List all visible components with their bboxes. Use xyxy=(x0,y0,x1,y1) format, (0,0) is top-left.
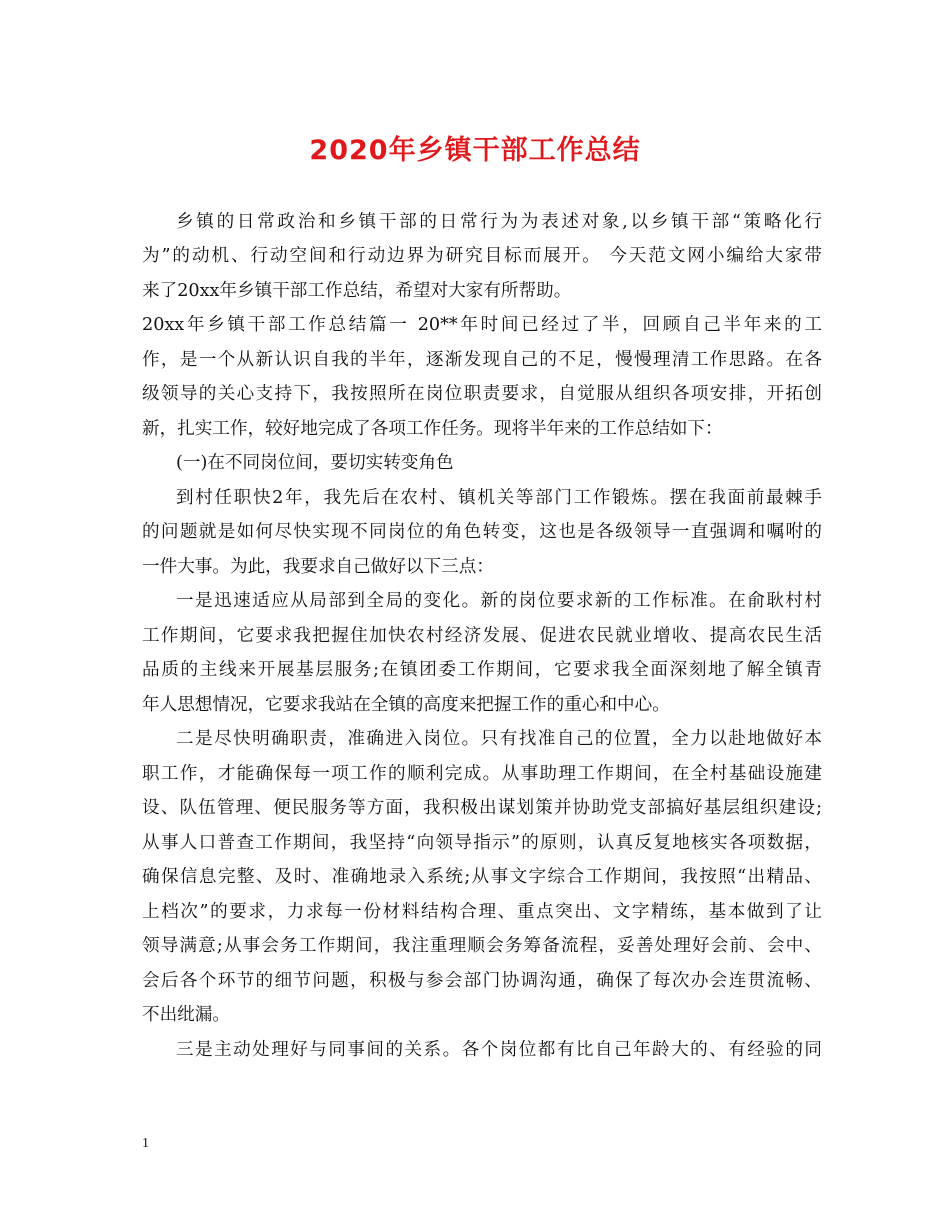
text-line: 级领导的关心支持下，我按照所在岗位职责要求，自觉服从组织各项安排，开拓创 xyxy=(142,384,822,404)
text-line: 一是迅速适应从局部到全局的变化。新的岗位要求新的工作标准。在俞耿村村 xyxy=(176,591,822,611)
text-line: 职工作，才能确保每一项工作的顺利完成。从事助理工作期间，在全村基础设施建 xyxy=(142,764,822,784)
text-line: 品质的主线来开展基层服务;在镇团委工作期间，它要求我全面深刻地了解全镇青 xyxy=(142,660,822,680)
text-line: 工作期间，它要求我把握住加快农村经济发展、促进农民就业增收、提高农民生活 xyxy=(142,626,822,646)
text-line: 年人思想情况，它要求我站在全镇的高度来把握工作的重心和中心。 xyxy=(142,695,670,715)
section-heading: (一)在不同岗位间，要切实转变角色 xyxy=(176,453,454,473)
text-line: 作，是一个从新认识自我的半年，逐渐发现自己的不足，慢慢理清工作思路。在各 xyxy=(142,350,822,370)
page-number: 1 xyxy=(142,1136,149,1151)
text-line: 确保信息完整、及时、准确地录入系统;从事文字综合工作期间，我按照“出精品、 xyxy=(142,867,822,887)
text-line: 一件大事。为此，我要求自己做好以下三点： xyxy=(142,557,494,577)
text-line: 不出纰漏。 xyxy=(142,1005,230,1025)
text-line: 到村任职快2年，我先后在农村、镇机关等部门工作锻炼。摆在我面前最棘手 xyxy=(176,488,822,508)
text-line: 从事人口普查工作期间，我坚持“向领导指示”的原则，认真反复地核实各项数据， xyxy=(142,833,822,853)
text-line: 设、队伍管理、便民服务等方面，我积极出谋划策并协助党支部搞好基层组织建设; xyxy=(142,798,822,818)
text-line: 乡镇的日常政治和乡镇干部的日常行为为表述对象,以乡镇干部“策略化行 xyxy=(176,212,822,232)
text-line: 20xx年乡镇干部工作总结篇一 20**年时间已经过了半，回顾自己半年来的工 xyxy=(142,315,822,335)
text-line: 的问题就是如何尽快实现不同岗位的角色转变，这也是各级领导一直强调和嘱咐的 xyxy=(142,522,822,542)
text-line: 上档次”的要求，力求每一份材料结构合理、重点突出、文字精练，基本做到了让 xyxy=(142,902,822,922)
text-line: 为”的动机、行动空间和行动边界为研究目标而展开。 今天范文网小编给大家带 xyxy=(142,246,822,266)
text-line: 二是尽快明确职责，准确进入岗位。只有找准自己的位置，全力以赴地做好本 xyxy=(176,729,822,749)
text-line: 三是主动处理好与同事间的关系。各个岗位都有比自己年龄大的、有经验的同 xyxy=(176,1040,822,1060)
text-line: 领导满意;从事会务工作期间，我注重理顺会务筹备流程，妥善处理好会前、会中、 xyxy=(142,936,822,956)
text-line: 来了20xx年乡镇干部工作总结，希望对大家有所帮助。 xyxy=(142,281,572,301)
document-title: 2020年乡镇干部工作总结 xyxy=(309,135,641,166)
text-line: 新，扎实工作，较好地完成了各项工作任务。现将半年来的工作总结如下： xyxy=(142,419,723,439)
text-line: 会后各个环节的细节问题，积极与参会部门协调沟通，确保了每次办会连贯流畅、 xyxy=(142,971,822,991)
